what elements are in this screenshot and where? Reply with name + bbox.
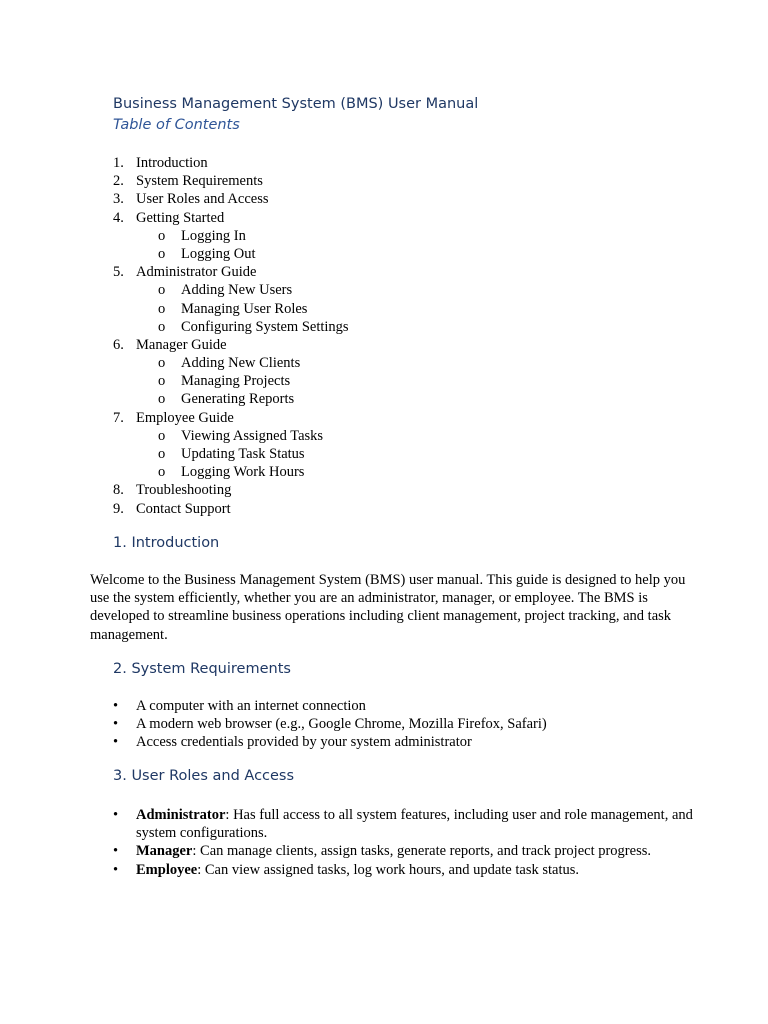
toc-subitem-label: Logging Out — [181, 245, 256, 262]
role-name: Manager — [136, 843, 193, 860]
toc-subitem — [113, 463, 713, 481]
toc-subitem-label: Managing User Roles — [181, 300, 308, 317]
toc-item-label: Administrator Guide — [136, 264, 257, 281]
section-heading-system-requirements: 2. System Requirements — [113, 661, 291, 677]
toc-subitem-bullet: o — [158, 464, 166, 481]
list-item — [113, 733, 693, 751]
toc-subitem-bullet: o — [158, 318, 166, 335]
toc-item-label: User Roles and Access — [136, 191, 269, 208]
toc-subitem — [113, 281, 713, 299]
toc-item — [113, 500, 713, 518]
toc-item-number: 4. — [113, 209, 124, 226]
toc-item — [113, 263, 713, 281]
roles-list — [113, 806, 693, 879]
toc-subitem — [113, 318, 713, 336]
toc-item-label: Troubleshooting — [136, 482, 232, 499]
requirement-text: A computer with an internet connection — [136, 698, 366, 714]
toc-subitem-label: Generating Reports — [181, 391, 295, 408]
toc-subitem-bullet: o — [158, 355, 166, 372]
toc-subitem-bullet: o — [158, 373, 166, 390]
toc-item-number: 6. — [113, 336, 124, 353]
list-item — [113, 697, 693, 715]
toc-title: Table of Contents — [113, 117, 240, 133]
role-description: : Has full access to all system features, including user and role management, and system configurations. — [136, 807, 693, 842]
list-item — [113, 806, 693, 842]
bullet-icon: • — [113, 861, 119, 878]
role-description: : Can view assigned tasks, log work hours, and update task status. — [197, 861, 579, 878]
toc-subitem-label: Configuring System Settings — [181, 318, 349, 335]
toc-item-number: 7. — [113, 409, 124, 426]
toc-subitem-label: Viewing Assigned Tasks — [181, 427, 324, 444]
toc-subitem — [113, 390, 713, 408]
toc-subitem — [113, 227, 713, 245]
toc-item — [113, 209, 713, 227]
document-title: Business Management System (BMS) User Manual — [113, 96, 479, 112]
toc-subitem — [113, 354, 713, 372]
toc-item — [113, 172, 713, 190]
toc-item-label: Employee Guide — [136, 409, 234, 426]
section-heading-introduction: 1. Introduction — [113, 535, 220, 551]
role-name: Administrator — [136, 807, 226, 823]
requirement-text: Access credentials provided by your system administrator — [136, 734, 472, 751]
toc-item — [113, 154, 713, 172]
role-description: : Can manage clients, assign tasks, generate reports, and track project progress. — [192, 843, 651, 860]
toc-subitem-label: Logging In — [181, 227, 246, 244]
role-name: Employee — [136, 861, 198, 878]
toc-item-number: 2. — [113, 173, 124, 190]
toc-subitem — [113, 372, 713, 390]
toc-subitem-bullet: o — [158, 427, 166, 444]
toc-item-label: Getting Started — [136, 209, 225, 226]
toc-subitem-bullet: o — [158, 227, 166, 244]
toc-item-label: System Requirements — [136, 173, 263, 190]
requirements-list — [113, 697, 693, 752]
toc-subitem-bullet: o — [158, 446, 166, 462]
bullet-icon: • — [113, 843, 119, 860]
toc-subitem-bullet: o — [158, 300, 166, 317]
toc-subitem — [113, 245, 713, 263]
section-heading-user-roles: 3. User Roles and Access — [113, 768, 295, 784]
table-of-contents — [113, 154, 713, 518]
toc-subitem-label: Adding New Users — [181, 282, 293, 299]
toc-item-number: 8. — [113, 482, 124, 499]
toc-item-number: 3. — [113, 191, 124, 208]
toc-subitem-label: Managing Projects — [181, 373, 291, 390]
toc-item — [113, 336, 713, 354]
toc-subitem-label: Adding New Clients — [181, 355, 301, 372]
bullet-icon: • — [113, 716, 119, 733]
toc-item-number: 9. — [113, 500, 124, 517]
toc-item-label: Manager Guide — [136, 336, 227, 353]
toc-subitem-bullet: o — [158, 391, 166, 408]
toc-item-label: Introduction — [136, 155, 208, 171]
toc-item-number: 5. — [113, 264, 124, 281]
toc-subitem — [113, 427, 713, 445]
toc-item — [113, 409, 713, 427]
toc-item — [113, 190, 713, 208]
introduction-paragraph: Welcome to the Business Management System (BMS) user manual. This guide is designed to help you use the system efficiently, whether you are an administrator, manager, or employee. The BMS is developed to streamline business operations including client management, project tracking, and task management. — [90, 572, 686, 643]
bullet-icon: • — [113, 698, 119, 714]
bullet-icon: • — [113, 807, 119, 823]
toc-item — [113, 481, 713, 499]
list-item — [113, 861, 693, 879]
toc-subitem-label: Updating Task Status — [181, 446, 305, 462]
toc-subitem-bullet: o — [158, 282, 166, 299]
toc-item-number: 1. — [113, 155, 124, 171]
requirement-text: A modern web browser (e.g., Google Chrome, Mozilla Firefox, Safari) — [136, 716, 547, 733]
bullet-icon: • — [113, 734, 119, 751]
list-item — [113, 715, 693, 733]
toc-subitem-bullet: o — [158, 245, 166, 262]
list-item — [113, 842, 693, 860]
toc-item-label: Contact Support — [136, 500, 231, 517]
toc-subitem-label: Logging Work Hours — [181, 464, 305, 481]
toc-subitem — [113, 445, 713, 463]
toc-subitem — [113, 300, 713, 318]
